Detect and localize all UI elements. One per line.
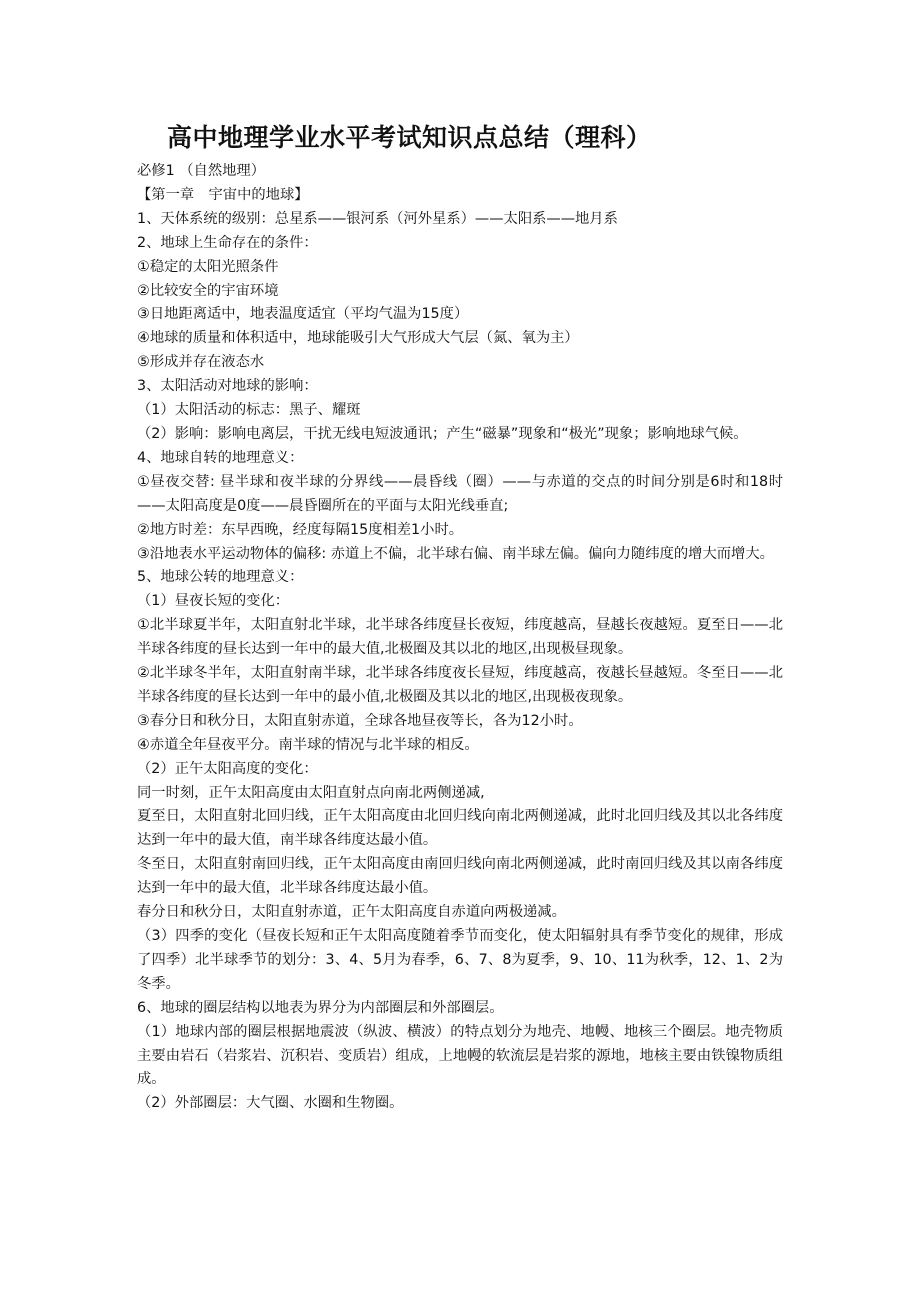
paragraph-line: 冬至日，太阳直射南回归线，正午太阳高度由南回归线向南北两侧递减，此时南回归线及其以南各纬度达到一年中的最大值，北半球各纬度达最小值。 xyxy=(137,856,783,897)
document-body xyxy=(137,160,783,1116)
paragraph-line: 2、地球上生命存在的条件： xyxy=(137,234,318,251)
paragraph-line: （2）外部圈层：大气圈、水圈和生物圈。 xyxy=(137,1095,404,1112)
paragraph-line: ③沿地表水平运动物体的偏移: 赤道上不偏，北半球右偏、南半球左偏。偏向力随纬度的增大而增大。 xyxy=(137,545,774,562)
paragraph-line: ①北半球夏半年，太阳直射北半球，北半球各纬度昼长夜短，纬度越高，昼越长夜越短。夏至日——北半球各纬度的昼长达到一年中的最大值,北极圈及其以北的地区,出现极昼现象。 xyxy=(137,617,783,658)
paragraph-line: 1、天体系统的级别：总星系——银河系（河外星系）——太阳系——地月系 xyxy=(137,210,618,227)
paragraph-line: 夏至日，太阳直射北回归线，正午太阳高度由北回归线向南北两侧递减，此时北回归线及其以北各纬度达到一年中的最大值，南半球各纬度达最小值。 xyxy=(137,808,783,849)
paragraph-line: ④地球的质量和体积适中，地球能吸引大气形成大气层（氮、氧为主） xyxy=(137,330,579,347)
paragraph-line: ⑤形成并存在液态水 xyxy=(137,354,265,371)
paragraph-line: 3、太阳活动对地球的影响： xyxy=(137,378,318,395)
paragraph-line: （1）昼夜长短的变化： xyxy=(137,593,290,610)
paragraph-line: ③日地距离适中，地表温度适宜（平均气温为15度） xyxy=(137,306,469,323)
paragraph-line: （1）太阳活动的标志：黑子、耀斑 xyxy=(137,402,361,419)
paragraph-line: ③春分日和秋分日，太阳直射赤道，全球各地昼夜等长，各为12小时。 xyxy=(137,712,583,729)
paragraph-line: （3）四季的变化（昼夜长短和正午太阳高度随着季节而变化，使太阳辐射具有季节变化的规律，形成了四季）北半球季节的划分：3、4、5月为春季，6、7、8为夏季，9、10、11为秋季，12、1、2为冬季。 xyxy=(137,928,783,992)
paragraph-line: ④赤道全年昼夜平分。南半球的情况与北半球的相反。 xyxy=(137,736,479,753)
paragraph-line: 4、地球自转的地理意义： xyxy=(137,449,304,466)
document-page xyxy=(137,118,783,1116)
paragraph-line: ②北半球冬半年，太阳直射南半球，北半球各纬度夜长昼短，纬度越高，夜越长昼越短。冬至日——北半球各纬度的昼长达到一年中的最小值,北极圈及其以北的地区,出现极夜现象。 xyxy=(137,665,783,705)
paragraph-line: 同一时刻，正午太阳高度由太阳直射点向南北两侧递减, xyxy=(137,784,485,801)
paragraph-line: 必修1 （自然地理） xyxy=(137,163,266,179)
paragraph-line: ①昼夜交替: 昼半球和夜半球的分界线——晨昏线（圈）——与赤道的交点的时间分别是6时和18时——太阳高度是0度——晨昏圈所在的平面与太阳光线垂直; xyxy=(137,473,783,514)
paragraph-line: 春分日和秋分日，太阳直射赤道，正午太阳高度自赤道向两极递减。 xyxy=(137,904,566,921)
paragraph-line: 【第一章 宇宙中的地球】 xyxy=(137,186,309,203)
paragraph-line: （1）地球内部的圈层根据地震波（纵波、横波）的特点划分为地壳、地幔、地核三个圈层。地壳物质主要由岩石（岩浆岩、沉积岩、变质岩）组成，上地幔的软流层是岩浆的源地，地核主要由铁镍物质组成。 xyxy=(137,1023,783,1088)
paragraph-line: （2）影响：影响电离层，干扰无线电短波通讯；产生“磁暴”现象和“极光”现象；影响地球气候。 xyxy=(137,425,748,442)
paragraph-line: ②地方时差：东早西晚，经度每隔15度相差1小时。 xyxy=(137,521,464,538)
document-title: 高中地理学业水平考试知识点总结（理科） xyxy=(167,123,652,152)
paragraph-line: 5、地球公转的地理意义： xyxy=(137,569,304,586)
paragraph-line: ①稳定的太阳光照条件 xyxy=(137,258,279,275)
paragraph-line: （2）正午太阳高度的变化： xyxy=(137,760,318,777)
paragraph-line: ②比较安全的宇宙环境 xyxy=(137,282,279,299)
paragraph-line: 6、地球的圈层结构以地表为界分为内部圈层和外部圈层。 xyxy=(137,999,504,1016)
